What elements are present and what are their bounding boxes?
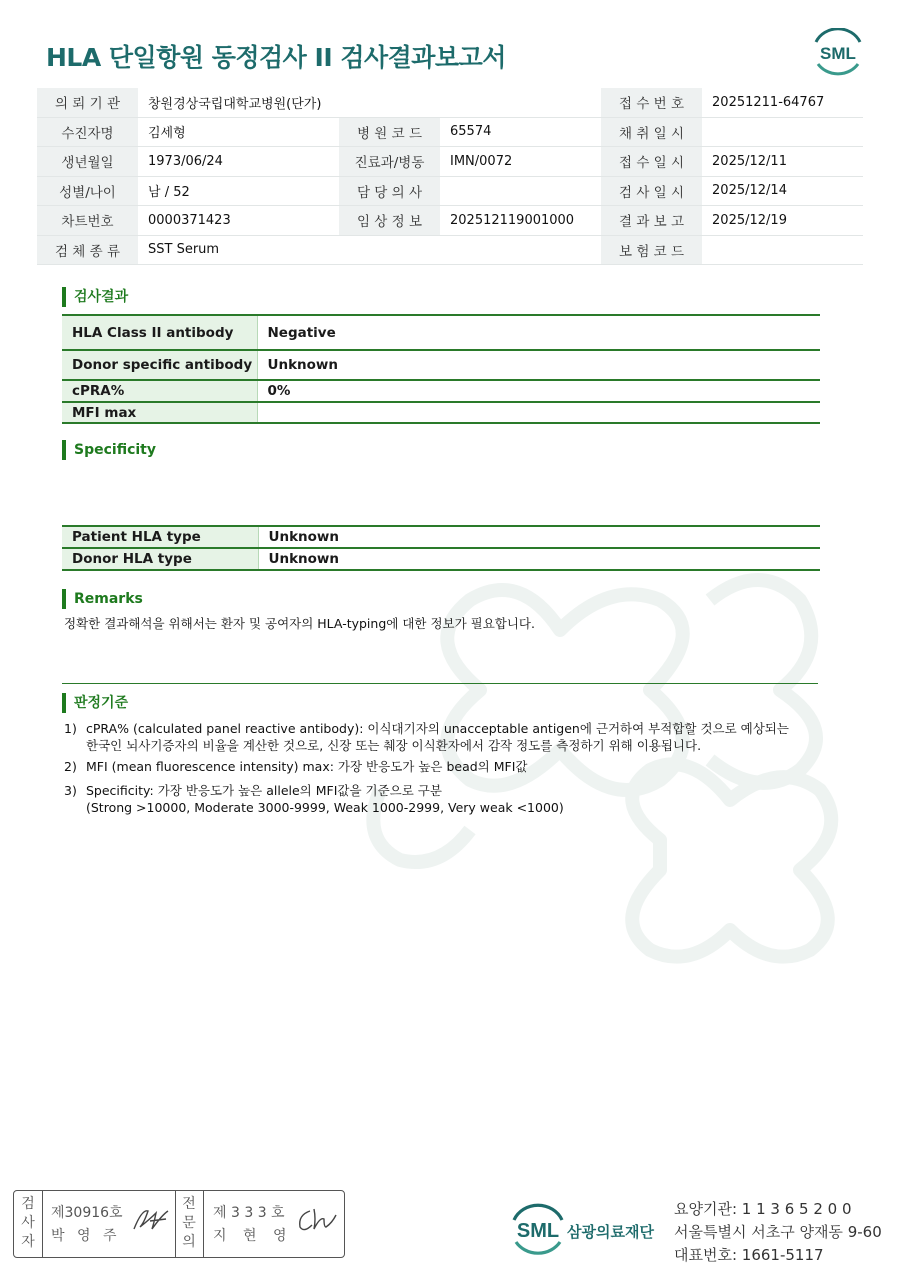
info-value: SST Serum xyxy=(138,235,339,265)
criteria-line: Specificity: 가장 반응도가 높은 allele의 MFI값을 기준으로 구분 xyxy=(86,783,442,798)
examiner-license-no: 제30916호 xyxy=(51,1205,123,1221)
hla-type-row xyxy=(62,548,820,570)
hla-type-label: Patient HLA type xyxy=(62,526,258,548)
criteria-line: (Strong >10000, Moderate 3000-9999, Weak 1000-2999, Very weak <1000) xyxy=(86,800,564,815)
criteria-item xyxy=(64,782,824,816)
info-value: 65574 xyxy=(440,117,601,147)
info-label: 병 원 코 드 xyxy=(339,117,440,147)
signature-label-char: 검 xyxy=(21,1196,35,1212)
criteria-line: MFI (mean fluorescence intensity) max: 가장 반응도가 높은 bead의 MFI값 xyxy=(86,759,528,774)
specialist-label xyxy=(177,1195,201,1252)
info-value: 20251211-64767 xyxy=(702,88,863,117)
info-label: 수진자명 xyxy=(37,117,138,147)
info-value: 2025/12/19 xyxy=(702,206,863,236)
info-label: 의 뢰 기 관 xyxy=(37,88,138,117)
signature-label-char: 전 xyxy=(182,1196,196,1212)
result-value: Unknown xyxy=(257,350,820,380)
result-label: HLA Class II antibody xyxy=(62,315,257,350)
hla-type-label: Donor HLA type xyxy=(62,548,258,570)
info-value xyxy=(440,176,601,206)
signature-divider xyxy=(203,1191,204,1257)
criteria-item xyxy=(64,758,824,775)
info-value xyxy=(440,235,601,265)
remarks-text: 정확한 결과해석을 위해서는 환자 및 공여자의 HLA-typing에 대한 정보가 필요합니다. xyxy=(64,616,535,631)
criteria-number: 1) xyxy=(64,721,77,736)
info-label: 담 당 의 사 xyxy=(339,176,440,206)
info-row xyxy=(37,147,863,177)
footer-phone: 대표번호: 1661-5117 xyxy=(674,1246,824,1264)
footer-org-name: 삼광의료재단 xyxy=(567,1223,654,1241)
signature-divider xyxy=(42,1191,43,1257)
signature-divider xyxy=(175,1191,176,1257)
criteria-divider xyxy=(62,683,818,684)
hla-type-table xyxy=(62,525,820,571)
specialist-signature xyxy=(296,1205,340,1235)
section-title-criteria: 판정기준 xyxy=(62,693,128,713)
criteria-number: 2) xyxy=(64,759,77,774)
info-label: 검 사 일 시 xyxy=(601,176,702,206)
signature-label-char: 사 xyxy=(21,1215,35,1231)
info-value: 김세형 xyxy=(138,117,339,147)
result-row xyxy=(62,350,820,380)
info-label: 접 수 번 호 xyxy=(601,88,702,117)
result-value: 0% xyxy=(257,380,820,402)
report-title: HLA 단일항원 동정검사 II 검사결과보고서 xyxy=(46,43,506,72)
info-value: 0000371423 xyxy=(138,206,339,236)
info-label: 채 취 일 시 xyxy=(601,117,702,147)
examiner-signature xyxy=(132,1205,174,1235)
criteria-line: 한국인 뇌사기증자의 비율을 계산한 것으로, 신장 또는 췌장 이식환자에서 감작 정도를 측정하기 위해 이용됩니다. xyxy=(86,738,702,753)
info-label: 검 체 종 류 xyxy=(37,235,138,265)
info-row xyxy=(37,88,863,117)
info-row xyxy=(37,117,863,147)
result-value: Negative xyxy=(257,315,820,350)
footer-address: 서울특별시 서초구 양재동 9-60 xyxy=(674,1223,882,1241)
examiner-name: 박 영 주 xyxy=(51,1228,121,1244)
info-value: 남 / 52 xyxy=(138,176,339,206)
info-label: 차트번호 xyxy=(37,206,138,236)
signature-box xyxy=(13,1190,345,1258)
info-label: 보 험 코 드 xyxy=(601,235,702,265)
results-table xyxy=(62,314,820,424)
patient-info-table xyxy=(37,88,863,265)
footer-agency-code: 요양기관: 1 1 3 6 5 2 0 0 xyxy=(674,1200,852,1218)
signature-label-char: 문 xyxy=(182,1215,196,1231)
info-value: 202512119001000 xyxy=(440,206,601,236)
result-label: MFI max xyxy=(62,402,257,423)
footer-logo-text: SML xyxy=(516,1220,560,1242)
specialist-license-no: 제 3 3 3 호 xyxy=(213,1205,285,1221)
info-value xyxy=(702,117,863,147)
criteria-number: 3) xyxy=(64,783,77,798)
hla-type-row xyxy=(62,526,820,548)
criteria-item xyxy=(64,720,824,754)
criteria-list xyxy=(64,720,824,820)
result-label: Donor specific antibody xyxy=(62,350,257,380)
info-value: 1973/06/24 xyxy=(138,147,339,177)
info-row xyxy=(37,176,863,206)
section-title-remarks: Remarks xyxy=(62,589,143,609)
info-label: 성별/나이 xyxy=(37,176,138,206)
result-row xyxy=(62,380,820,402)
signature-label-char: 의 xyxy=(182,1234,196,1250)
info-label: 결 과 보 고 xyxy=(601,206,702,236)
info-value: 2025/12/14 xyxy=(702,176,863,206)
result-row xyxy=(62,315,820,350)
info-label: 접 수 일 시 xyxy=(601,147,702,177)
criteria-line: cPRA% (calculated panel reactive antibody): 이식대기자의 unacceptable antigen에 근거하여 부적합할 것으로 예상되는 xyxy=(86,721,789,736)
info-label: 생년월일 xyxy=(37,147,138,177)
section-title-results: 검사결과 xyxy=(62,287,128,307)
info-value xyxy=(702,235,863,265)
section-title-specificity: Specificity xyxy=(62,440,156,460)
logo-text: SML xyxy=(820,44,856,63)
footer-sml-logo xyxy=(508,1198,668,1260)
result-value xyxy=(257,402,820,423)
result-row xyxy=(62,402,820,423)
result-label: cPRA% xyxy=(62,380,257,402)
info-value: IMN/0072 xyxy=(440,147,601,177)
specialist-name: 지 현 영 xyxy=(213,1228,293,1244)
info-label: 임 상 정 보 xyxy=(339,206,440,236)
signature-label-char: 자 xyxy=(21,1234,35,1250)
info-row xyxy=(37,235,863,265)
info-label xyxy=(339,235,440,265)
sml-logo xyxy=(810,28,866,76)
hla-type-value: Unknown xyxy=(258,526,820,548)
hla-type-value: Unknown xyxy=(258,548,820,570)
info-label: 진료과/병동 xyxy=(339,147,440,177)
info-value: 2025/12/11 xyxy=(702,147,863,177)
info-value: 창원경상국립대학교병원(단가) xyxy=(138,88,601,117)
examiner-label xyxy=(16,1195,40,1252)
info-row xyxy=(37,206,863,236)
